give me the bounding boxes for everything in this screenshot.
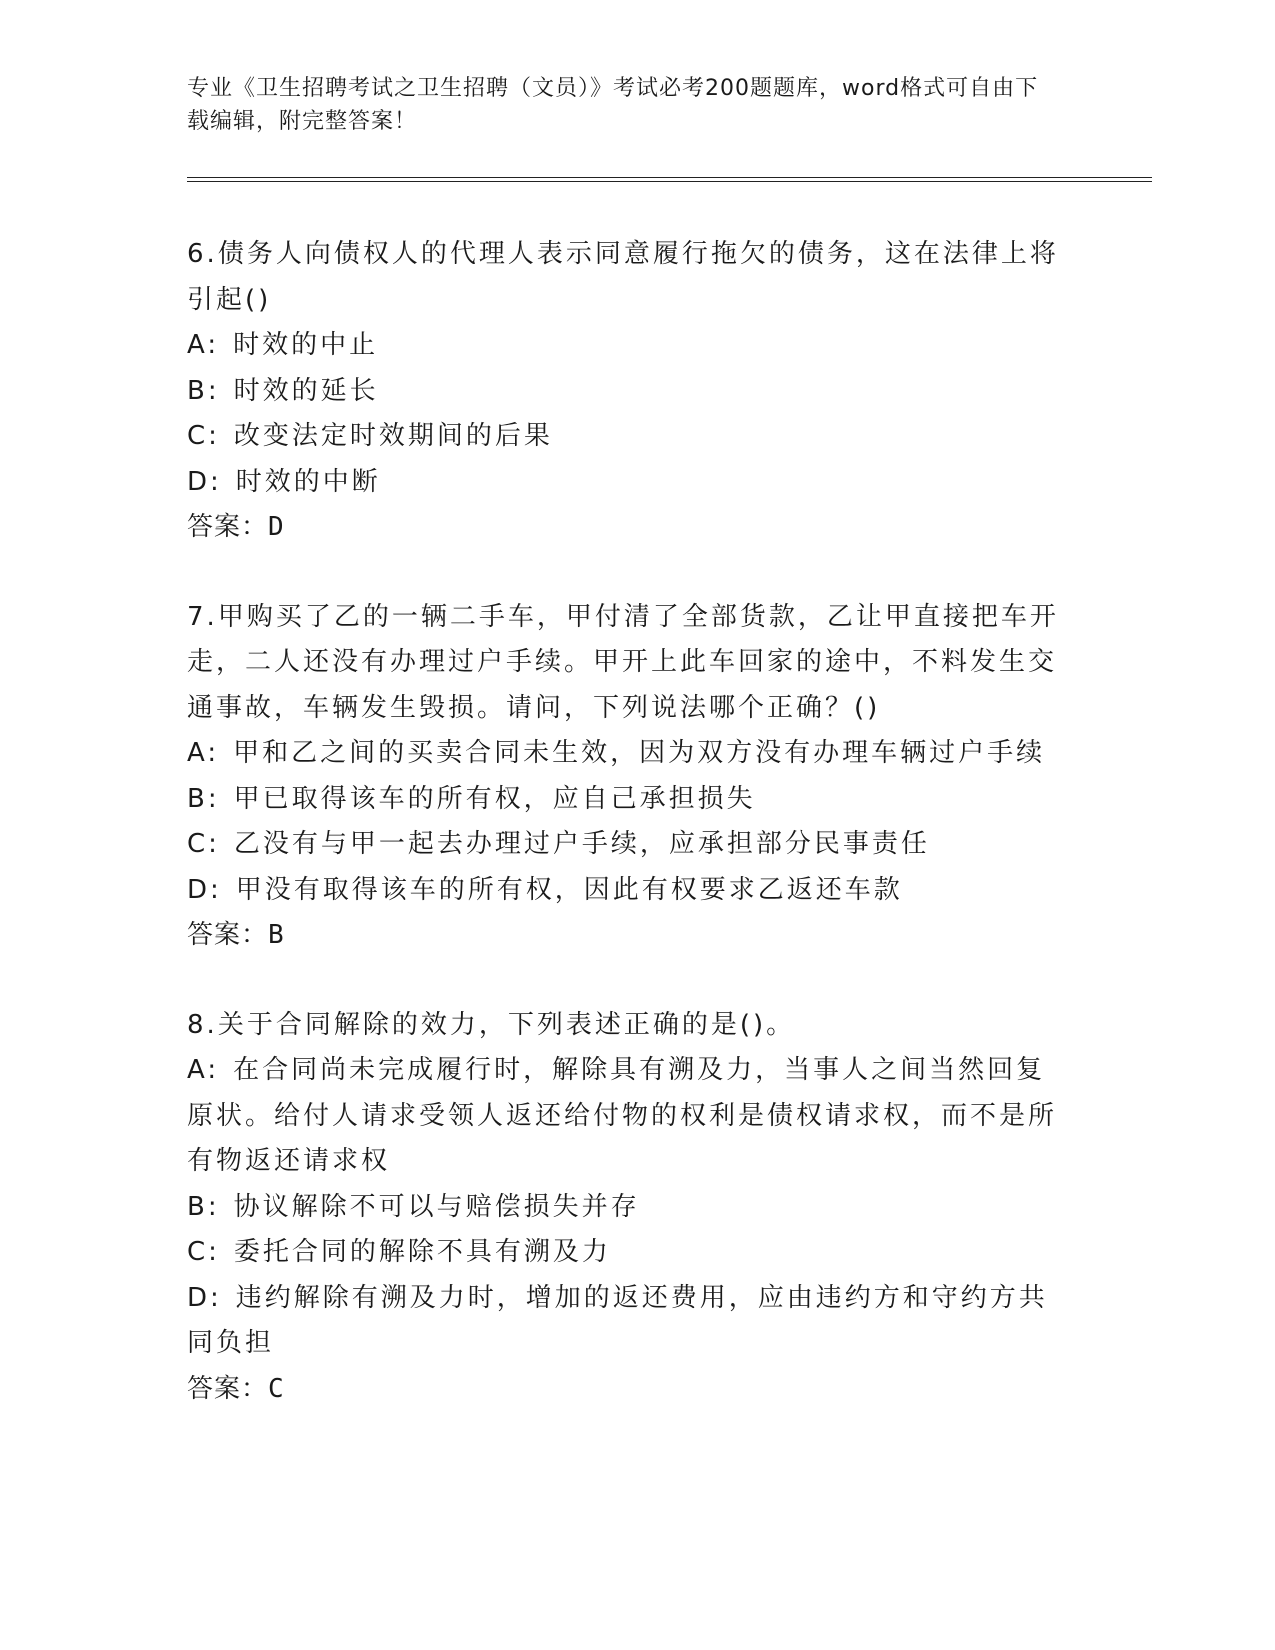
option-text: 甲已取得该车的所有权，应自己承担损失: [233, 783, 756, 814]
option-letter: D:: [187, 466, 222, 497]
header-note: 专业《卫生招聘考试之卫生招聘（文员）》考试必考200题题库，word格式可自由下载编辑，附完整答案！: [187, 76, 1039, 134]
option-b: [187, 1185, 1067, 1231]
option-d: [187, 1276, 1067, 1367]
question-text: 债务人向债权人的代理人表示同意履行拖欠的债务，这在法律上将引起(): [187, 239, 1059, 315]
question-stem: [187, 1003, 1067, 1049]
option-a: [187, 731, 1067, 777]
question-text: 甲购买了乙的一辆二手车，甲付清了全部货款，乙让甲直接把车开走，二人还没有办理过户手续。甲开上此车回家的途中，不料发生交通事故，车辆发生毁损。请问，下列说法哪个正确？(): [187, 601, 1059, 723]
option-letter: C:: [187, 421, 220, 451]
option-letter: A:: [187, 330, 220, 360]
question-number: 6.: [187, 239, 218, 269]
option-text: 时效的中断: [235, 466, 381, 497]
option-text: 乙没有与甲一起去办理过户手续，应承担部分民事责任: [233, 829, 930, 859]
option-letter: B:: [187, 1191, 220, 1222]
option-letter: C:: [187, 829, 220, 859]
question-list: [187, 232, 1067, 1456]
option-d: [187, 460, 1067, 506]
question-8: [187, 1003, 1067, 1413]
question-number: 7.: [187, 601, 218, 632]
option-letter: B:: [187, 783, 220, 814]
option-letter: C:: [187, 1237, 220, 1267]
answer-value: C: [268, 1373, 284, 1404]
answer-value: B: [268, 920, 284, 950]
option-a: [187, 1048, 1067, 1185]
question-stem: [187, 595, 1067, 732]
option-letter: A:: [187, 738, 220, 768]
answer-label: 答案：: [187, 920, 269, 950]
answer-label: 答案：: [187, 1373, 269, 1404]
answer-line: [187, 913, 1067, 959]
option-letter: B:: [187, 375, 220, 406]
option-text: 在合同尚未完成履行时，解除具有溯及力，当事人之间当然回复原状。给付人请求受领人返还给付物的权利是债权请求权，而不是所有物返还请求权: [187, 1055, 1058, 1176]
header-divider-top: [187, 177, 1152, 178]
option-b: [187, 369, 1067, 415]
option-text: 改变法定时效期间的后果: [233, 421, 553, 451]
answer-value: D: [268, 512, 284, 542]
question-6: [187, 232, 1067, 551]
option-text: 时效的延长: [233, 375, 379, 406]
option-c: [187, 414, 1067, 460]
answer-label: 答案：: [187, 512, 269, 542]
answer-line: [187, 505, 1067, 551]
question-7: [187, 595, 1067, 959]
option-b: [187, 777, 1067, 823]
option-a: [187, 323, 1067, 369]
answer-line: [187, 1367, 1067, 1413]
option-c: [187, 822, 1067, 868]
option-text: 甲没有取得该车的所有权，因此有权要求乙返还车款: [235, 874, 903, 905]
option-letter: D:: [187, 1282, 222, 1313]
header-divider-bottom: [187, 181, 1152, 182]
option-text: 委托合同的解除不具有溯及力: [233, 1237, 611, 1267]
option-text: 协议解除不可以与赔偿损失并存: [233, 1191, 640, 1222]
option-d: [187, 868, 1067, 914]
question-number: 8.: [187, 1009, 218, 1040]
option-text: 甲和乙之间的买卖合同未生效，因为双方没有办理车辆过户手续: [233, 738, 1046, 768]
option-letter: D:: [187, 874, 222, 905]
option-c: [187, 1230, 1067, 1276]
option-letter: A:: [187, 1055, 220, 1085]
question-stem: [187, 232, 1067, 323]
option-text: 时效的中止: [233, 330, 379, 360]
question-text: 关于合同解除的效力，下列表述正确的是()。: [217, 1009, 796, 1040]
option-text: 违约解除有溯及力时，增加的返还费用，应由违约方和守约方共同负担: [187, 1282, 1048, 1358]
